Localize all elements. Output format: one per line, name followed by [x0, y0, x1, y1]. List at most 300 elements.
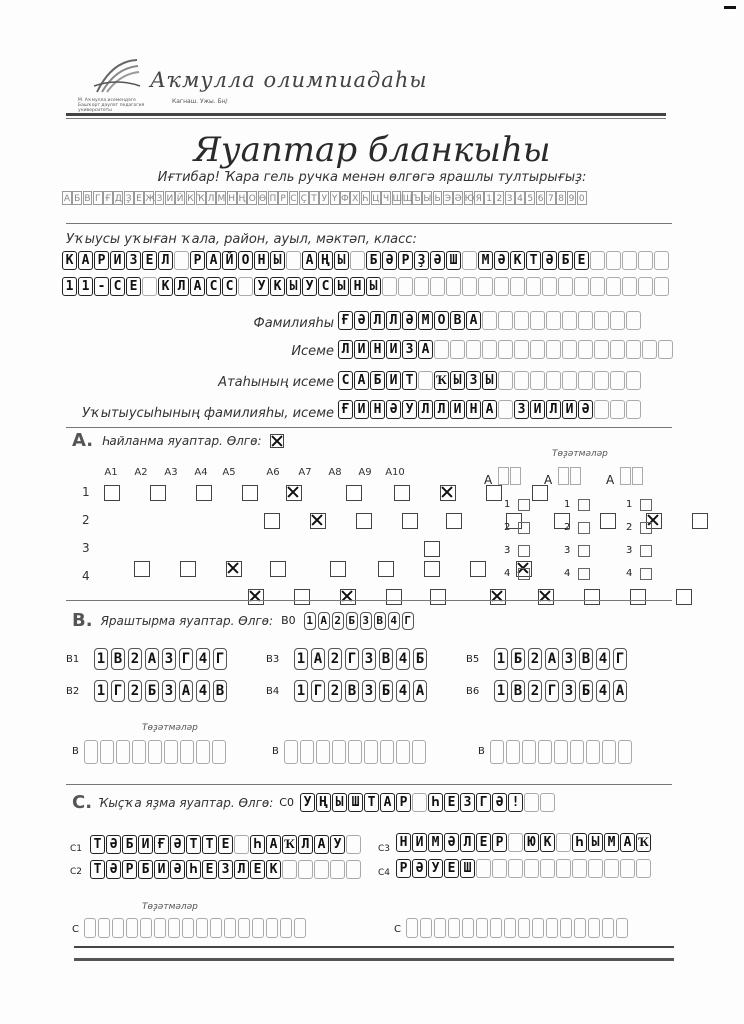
- surname-char-box[interactable]: О: [434, 311, 449, 330]
- father-char-box[interactable]: С: [338, 371, 353, 390]
- teacher-char-box[interactable]: И: [354, 400, 369, 419]
- c-correction-box[interactable]: [448, 918, 460, 938]
- answer-checkbox[interactable]: [402, 513, 418, 529]
- answer-checkbox[interactable]: [386, 589, 402, 605]
- c4-char-box[interactable]: Ш: [460, 859, 475, 878]
- father-char-box[interactable]: Ы: [482, 371, 497, 390]
- b-answer-char-box[interactable]: 3: [362, 648, 376, 670]
- school-char-box[interactable]: [174, 251, 189, 270]
- c4-char-box[interactable]: [604, 859, 619, 878]
- surname-char-box[interactable]: Ә: [402, 311, 417, 330]
- father-char-box[interactable]: [418, 371, 433, 390]
- school-char-box[interactable]: [654, 251, 669, 270]
- school-char-box[interactable]: [238, 277, 253, 296]
- c-correction-box[interactable]: [182, 918, 194, 938]
- school-char-box[interactable]: [494, 277, 509, 296]
- answer-checkbox[interactable]: [180, 561, 196, 577]
- surname-char-box[interactable]: [594, 311, 609, 330]
- b-answer-char-box[interactable]: 2: [328, 680, 342, 702]
- father-char-box[interactable]: Ы: [450, 371, 465, 390]
- surname-char-box[interactable]: Л: [370, 311, 385, 330]
- b-answer-char-box[interactable]: Г: [111, 680, 125, 702]
- teacher-char-box[interactable]: И: [562, 400, 577, 419]
- b-answer-char-box[interactable]: В: [379, 648, 393, 670]
- c-correction-box[interactable]: [490, 918, 502, 938]
- father-char-box[interactable]: З: [466, 371, 481, 390]
- b-answer-char-box[interactable]: 3: [162, 648, 176, 670]
- school-char-box[interactable]: [558, 277, 573, 296]
- b-answer-char-box[interactable]: 4: [396, 680, 410, 702]
- answer-checkbox[interactable]: [424, 561, 440, 577]
- c4-char-box[interactable]: [524, 859, 539, 878]
- c2-field[interactable]: [90, 860, 362, 879]
- b-correction-box[interactable]: [602, 740, 616, 764]
- school-char-box[interactable]: Р: [94, 251, 109, 270]
- answer-checkbox[interactable]: [134, 561, 150, 577]
- c2-char-box[interactable]: Һ: [186, 860, 201, 879]
- c-correction-box[interactable]: [560, 918, 572, 938]
- b-correction-box[interactable]: [506, 740, 520, 764]
- surname-field[interactable]: [338, 311, 642, 330]
- c-correction-box[interactable]: [406, 918, 418, 938]
- school-char-box[interactable]: С: [222, 277, 237, 296]
- c2-char-box[interactable]: Е: [202, 860, 217, 879]
- c2-char-box[interactable]: Ә: [170, 860, 185, 879]
- school-char-box[interactable]: Ы: [334, 251, 349, 270]
- c3-char-box[interactable]: Р: [492, 833, 507, 852]
- c-correction-box[interactable]: [140, 918, 152, 938]
- c-correction-box[interactable]: [434, 918, 446, 938]
- school-char-box[interactable]: [606, 251, 621, 270]
- c0-char-box[interactable]: [524, 793, 539, 812]
- correction-box[interactable]: [498, 467, 509, 485]
- b-correction-box[interactable]: [522, 740, 536, 764]
- school-char-box[interactable]: [462, 251, 477, 270]
- c0-char-box[interactable]: [540, 793, 555, 812]
- name-char-box[interactable]: Н: [370, 340, 385, 359]
- c1-char-box[interactable]: Ғ: [154, 835, 169, 854]
- c0-char-box[interactable]: Е: [444, 793, 459, 812]
- b-answer-char-box[interactable]: Б: [145, 680, 159, 702]
- name-field[interactable]: [338, 340, 674, 359]
- c0-char-box[interactable]: Г: [476, 793, 491, 812]
- c2-char-box[interactable]: Ә: [106, 860, 121, 879]
- father-char-box[interactable]: [610, 371, 625, 390]
- school-char-box[interactable]: [574, 277, 589, 296]
- name-char-box[interactable]: И: [354, 340, 369, 359]
- name-char-box[interactable]: А: [418, 340, 433, 359]
- name-char-box[interactable]: [466, 340, 481, 359]
- teacher-char-box[interactable]: Л: [546, 400, 561, 419]
- name-char-box[interactable]: [658, 340, 673, 359]
- c-correction-box[interactable]: [84, 918, 96, 938]
- c3-char-box[interactable]: [508, 833, 523, 852]
- school-char-box[interactable]: [526, 277, 541, 296]
- c1-char-box[interactable]: Т: [202, 835, 217, 854]
- b-answer-char-box[interactable]: 4: [596, 648, 610, 670]
- school-char-box[interactable]: [590, 251, 605, 270]
- school-char-box[interactable]: Т: [526, 251, 541, 270]
- b-answer-char-box[interactable]: 1: [294, 680, 308, 702]
- name-char-box[interactable]: [610, 340, 625, 359]
- c2-char-box[interactable]: Л: [234, 860, 249, 879]
- c3-char-box[interactable]: Н: [396, 833, 411, 852]
- school-char-box[interactable]: [414, 277, 429, 296]
- b-correction-box[interactable]: [148, 740, 162, 764]
- b-correction-box[interactable]: [100, 740, 114, 764]
- answer-checkbox[interactable]: [378, 561, 394, 577]
- correction-checkbox[interactable]: [640, 499, 652, 511]
- c2-char-box[interactable]: [298, 860, 313, 879]
- c0-char-box[interactable]: [412, 793, 427, 812]
- c1-field[interactable]: [90, 835, 362, 854]
- teacher-char-box[interactable]: [626, 400, 641, 419]
- surname-char-box[interactable]: [546, 311, 561, 330]
- c-correction-box[interactable]: [532, 918, 544, 938]
- school-char-box[interactable]: Р: [398, 251, 413, 270]
- c0-char-box[interactable]: Һ: [428, 793, 443, 812]
- b-correction-box[interactable]: [196, 740, 210, 764]
- c0-char-box[interactable]: А: [380, 793, 395, 812]
- answer-checkbox[interactable]: [692, 513, 708, 529]
- c1-char-box[interactable]: А: [266, 835, 281, 854]
- father-char-box[interactable]: [626, 371, 641, 390]
- c2-char-box[interactable]: [346, 860, 361, 879]
- answer-checkbox[interactable]: [440, 485, 456, 501]
- school-char-box[interactable]: И: [110, 251, 125, 270]
- answer-checkbox[interactable]: [490, 589, 506, 605]
- c0-char-box[interactable]: Р: [396, 793, 411, 812]
- answer-checkbox[interactable]: [286, 485, 302, 501]
- b-correction-box[interactable]: [116, 740, 130, 764]
- b-correction-box[interactable]: [316, 740, 330, 764]
- b-answer-char-box[interactable]: А: [179, 680, 193, 702]
- school-char-box[interactable]: [446, 277, 461, 296]
- b-answer-char-box[interactable]: В: [511, 680, 525, 702]
- teacher-field[interactable]: [338, 400, 642, 419]
- b-answer-char-box[interactable]: Г: [311, 680, 325, 702]
- correction-checkbox[interactable]: [518, 499, 530, 511]
- b-answer-char-box[interactable]: 2: [528, 680, 542, 702]
- b-answer-char-box[interactable]: В: [345, 680, 359, 702]
- b-answer-char-box[interactable]: А: [413, 680, 427, 702]
- b-answer-char-box[interactable]: 1: [494, 680, 508, 702]
- father-char-box[interactable]: А: [354, 371, 369, 390]
- school-char-box[interactable]: [590, 277, 605, 296]
- correction-checkbox[interactable]: [640, 545, 652, 557]
- answer-checkbox[interactable]: [270, 561, 286, 577]
- correction-box[interactable]: [558, 467, 569, 485]
- father-char-box[interactable]: [546, 371, 561, 390]
- name-char-box[interactable]: [514, 340, 529, 359]
- father-name-field[interactable]: [338, 371, 642, 390]
- b-answer-char-box[interactable]: 3: [162, 680, 176, 702]
- b-answer-char-box[interactable]: 3: [562, 648, 576, 670]
- answer-checkbox[interactable]: [394, 485, 410, 501]
- c1-char-box[interactable]: Т: [90, 835, 105, 854]
- b-answer-char-box[interactable]: А: [613, 680, 627, 702]
- b-answer-char-box[interactable]: Б: [579, 680, 593, 702]
- name-char-box[interactable]: [642, 340, 657, 359]
- teacher-char-box[interactable]: И: [530, 400, 545, 419]
- teacher-char-box[interactable]: Л: [434, 400, 449, 419]
- c-correction-box[interactable]: [616, 918, 628, 938]
- c4-char-box[interactable]: Ә: [412, 859, 427, 878]
- c2-char-box[interactable]: З: [218, 860, 233, 879]
- c1-char-box[interactable]: [234, 835, 249, 854]
- school-char-box[interactable]: А: [190, 277, 205, 296]
- name-char-box[interactable]: [562, 340, 577, 359]
- c4-char-box[interactable]: [572, 859, 587, 878]
- b-correction-box[interactable]: [380, 740, 394, 764]
- c4-char-box[interactable]: Е: [444, 859, 459, 878]
- b-answer-char-box[interactable]: 4: [196, 648, 210, 670]
- correction-checkbox[interactable]: [518, 568, 530, 580]
- surname-char-box[interactable]: М: [418, 311, 433, 330]
- school-line-2[interactable]: [62, 277, 670, 296]
- b-answer-char-box[interactable]: 2: [328, 648, 342, 670]
- b-answer-char-box[interactable]: Г: [545, 680, 559, 702]
- surname-char-box[interactable]: [562, 311, 577, 330]
- school-char-box[interactable]: К: [510, 251, 525, 270]
- name-char-box[interactable]: [546, 340, 561, 359]
- school-char-box[interactable]: [350, 251, 365, 270]
- c3-char-box[interactable]: Ә: [444, 833, 459, 852]
- c2-char-box[interactable]: Б: [138, 860, 153, 879]
- school-char-box[interactable]: У: [254, 277, 269, 296]
- answer-checkbox[interactable]: [226, 561, 242, 577]
- answer-checkbox[interactable]: [294, 589, 310, 605]
- school-char-box[interactable]: З: [126, 251, 141, 270]
- answer-checkbox[interactable]: [242, 485, 258, 501]
- c1-char-box[interactable]: Т: [186, 835, 201, 854]
- surname-char-box[interactable]: Л: [386, 311, 401, 330]
- b-correction-box[interactable]: [212, 740, 226, 764]
- b-answer-char-box[interactable]: 1: [94, 648, 108, 670]
- answer-checkbox[interactable]: [584, 589, 600, 605]
- c-correction-box[interactable]: [168, 918, 180, 938]
- b-correction-box[interactable]: [412, 740, 426, 764]
- b-correction-box[interactable]: [180, 740, 194, 764]
- name-char-box[interactable]: [530, 340, 545, 359]
- correction-checkbox[interactable]: [518, 522, 530, 534]
- teacher-char-box[interactable]: Ә: [578, 400, 593, 419]
- school-char-box[interactable]: [622, 251, 637, 270]
- c-correction-box[interactable]: [518, 918, 530, 938]
- father-char-box[interactable]: Б: [370, 371, 385, 390]
- c0-char-box[interactable]: !: [508, 793, 523, 812]
- b-answer-char-box[interactable]: 1: [494, 648, 508, 670]
- school-char-box[interactable]: Е: [142, 251, 157, 270]
- b-answer-char-box[interactable]: 1: [294, 648, 308, 670]
- answer-checkbox[interactable]: [356, 513, 372, 529]
- c-correction-box[interactable]: [420, 918, 432, 938]
- b-answer-char-box[interactable]: А: [545, 648, 559, 670]
- teacher-char-box[interactable]: А: [482, 400, 497, 419]
- school-char-box[interactable]: Ш: [446, 251, 461, 270]
- c2-char-box[interactable]: [282, 860, 297, 879]
- school-char-box[interactable]: У: [302, 277, 317, 296]
- school-char-box[interactable]: [654, 277, 669, 296]
- correction-checkbox[interactable]: [578, 545, 590, 557]
- school-char-box[interactable]: Л: [158, 251, 173, 270]
- correction-checkbox[interactable]: [518, 545, 530, 557]
- school-char-box[interactable]: [638, 251, 653, 270]
- correction-checkbox[interactable]: [578, 568, 590, 580]
- c0-char-box[interactable]: Ы: [332, 793, 347, 812]
- father-char-box[interactable]: [498, 371, 513, 390]
- school-char-box[interactable]: Л: [174, 277, 189, 296]
- c-correction-box[interactable]: [546, 918, 558, 938]
- b-answer-char-box[interactable]: 4: [196, 680, 210, 702]
- surname-char-box[interactable]: [498, 311, 513, 330]
- name-char-box[interactable]: [578, 340, 593, 359]
- school-char-box[interactable]: [606, 277, 621, 296]
- surname-char-box[interactable]: [514, 311, 529, 330]
- school-char-box[interactable]: [478, 277, 493, 296]
- c0-char-box[interactable]: Ш: [348, 793, 363, 812]
- c4-char-box[interactable]: [540, 859, 555, 878]
- school-char-box[interactable]: Е: [574, 251, 589, 270]
- c-correction-box[interactable]: [112, 918, 124, 938]
- school-char-box[interactable]: Ҙ: [414, 251, 429, 270]
- c-correction-box[interactable]: [280, 918, 292, 938]
- teacher-char-box[interactable]: З: [514, 400, 529, 419]
- name-char-box[interactable]: [594, 340, 609, 359]
- name-char-box[interactable]: [498, 340, 513, 359]
- c4-char-box[interactable]: [492, 859, 507, 878]
- b-answer-char-box[interactable]: Г: [613, 648, 627, 670]
- c-correction-box[interactable]: [588, 918, 600, 938]
- school-char-box[interactable]: Н: [350, 277, 365, 296]
- answer-checkbox[interactable]: [424, 541, 440, 557]
- school-char-box[interactable]: С: [318, 277, 333, 296]
- c2-char-box[interactable]: [314, 860, 329, 879]
- correction-checkbox[interactable]: [578, 499, 590, 511]
- c1-char-box[interactable]: Б: [122, 835, 137, 854]
- school-char-box[interactable]: [398, 277, 413, 296]
- c4-char-box[interactable]: [556, 859, 571, 878]
- answer-checkbox[interactable]: [264, 513, 280, 529]
- c-correction-box[interactable]: [224, 918, 236, 938]
- school-char-box[interactable]: М: [478, 251, 493, 270]
- b-answer-char-box[interactable]: Г: [179, 648, 193, 670]
- b-correction-box[interactable]: [132, 740, 146, 764]
- c1-char-box[interactable]: Һ: [250, 835, 265, 854]
- school-char-box[interactable]: Б: [558, 251, 573, 270]
- teacher-char-box[interactable]: Л: [418, 400, 433, 419]
- b-correction-box[interactable]: [586, 740, 600, 764]
- c3-char-box[interactable]: Ю: [524, 833, 539, 852]
- c-correction-box[interactable]: [476, 918, 488, 938]
- correction-box[interactable]: [570, 467, 581, 485]
- name-char-box[interactable]: [626, 340, 641, 359]
- b-answer-char-box[interactable]: 4: [596, 680, 610, 702]
- answer-checkbox[interactable]: [330, 561, 346, 577]
- b-answer-char-box[interactable]: 3: [562, 680, 576, 702]
- school-line-1[interactable]: [62, 251, 670, 270]
- school-char-box[interactable]: [382, 277, 397, 296]
- school-char-box[interactable]: [462, 277, 477, 296]
- answer-checkbox[interactable]: [196, 485, 212, 501]
- school-char-box[interactable]: Ә: [382, 251, 397, 270]
- c1-char-box[interactable]: Л: [298, 835, 313, 854]
- c3-char-box[interactable]: Һ: [572, 833, 587, 852]
- school-char-box[interactable]: Ы: [270, 251, 285, 270]
- father-char-box[interactable]: Ҡ: [434, 371, 449, 390]
- school-char-box[interactable]: [430, 277, 445, 296]
- surname-char-box[interactable]: Ғ: [338, 311, 353, 330]
- c3-char-box[interactable]: И: [412, 833, 427, 852]
- father-char-box[interactable]: Т: [402, 371, 417, 390]
- c-correction-box[interactable]: [462, 918, 474, 938]
- answer-checkbox[interactable]: [430, 589, 446, 605]
- name-char-box[interactable]: [482, 340, 497, 359]
- b-answer-char-box[interactable]: 2: [128, 648, 142, 670]
- surname-char-box[interactable]: А: [466, 311, 481, 330]
- c3-char-box[interactable]: [556, 833, 571, 852]
- correction-box[interactable]: [620, 467, 631, 485]
- answer-checkbox[interactable]: [630, 589, 646, 605]
- school-char-box[interactable]: [286, 251, 301, 270]
- c4-char-box[interactable]: [636, 859, 651, 878]
- c-correction-box[interactable]: [602, 918, 614, 938]
- b-correction-box[interactable]: [554, 740, 568, 764]
- b-correction-box[interactable]: [348, 740, 362, 764]
- school-char-box[interactable]: С: [206, 277, 221, 296]
- correction-checkbox[interactable]: [578, 522, 590, 534]
- c0-char-box[interactable]: Ә: [492, 793, 507, 812]
- b-correction-box[interactable]: [164, 740, 178, 764]
- c3-char-box[interactable]: Л: [460, 833, 475, 852]
- b-answer-char-box[interactable]: Б: [379, 680, 393, 702]
- school-char-box[interactable]: К: [158, 277, 173, 296]
- surname-char-box[interactable]: [530, 311, 545, 330]
- answer-checkbox[interactable]: [446, 513, 462, 529]
- c1-char-box[interactable]: Ҡ: [282, 835, 297, 854]
- school-char-box[interactable]: Ы: [366, 277, 381, 296]
- c-correction-box[interactable]: [154, 918, 166, 938]
- c4-char-box[interactable]: [588, 859, 603, 878]
- surname-char-box[interactable]: [626, 311, 641, 330]
- school-char-box[interactable]: О: [238, 251, 253, 270]
- surname-char-box[interactable]: [610, 311, 625, 330]
- b-correction-box[interactable]: [490, 740, 504, 764]
- c3-char-box[interactable]: Е: [476, 833, 491, 852]
- school-char-box[interactable]: Ә: [542, 251, 557, 270]
- b-correction-box[interactable]: [396, 740, 410, 764]
- b-answer-char-box[interactable]: В: [579, 648, 593, 670]
- b-correction-box[interactable]: [284, 740, 298, 764]
- name-char-box[interactable]: И: [386, 340, 401, 359]
- teacher-char-box[interactable]: У: [402, 400, 417, 419]
- c4-char-box[interactable]: У: [428, 859, 443, 878]
- school-char-box[interactable]: Б: [366, 251, 381, 270]
- b-correction-box[interactable]: [618, 740, 632, 764]
- c-correction-box[interactable]: [294, 918, 306, 938]
- c1-char-box[interactable]: И: [138, 835, 153, 854]
- c2-char-box[interactable]: [330, 860, 345, 879]
- b-answer-char-box[interactable]: 2: [128, 680, 142, 702]
- name-char-box[interactable]: [450, 340, 465, 359]
- c-correction-box[interactable]: [98, 918, 110, 938]
- school-char-box[interactable]: К: [62, 251, 77, 270]
- school-char-box[interactable]: А: [206, 251, 221, 270]
- teacher-char-box[interactable]: [610, 400, 625, 419]
- school-char-box[interactable]: Ң: [318, 251, 333, 270]
- c-correction-box[interactable]: [266, 918, 278, 938]
- answer-checkbox[interactable]: [346, 485, 362, 501]
